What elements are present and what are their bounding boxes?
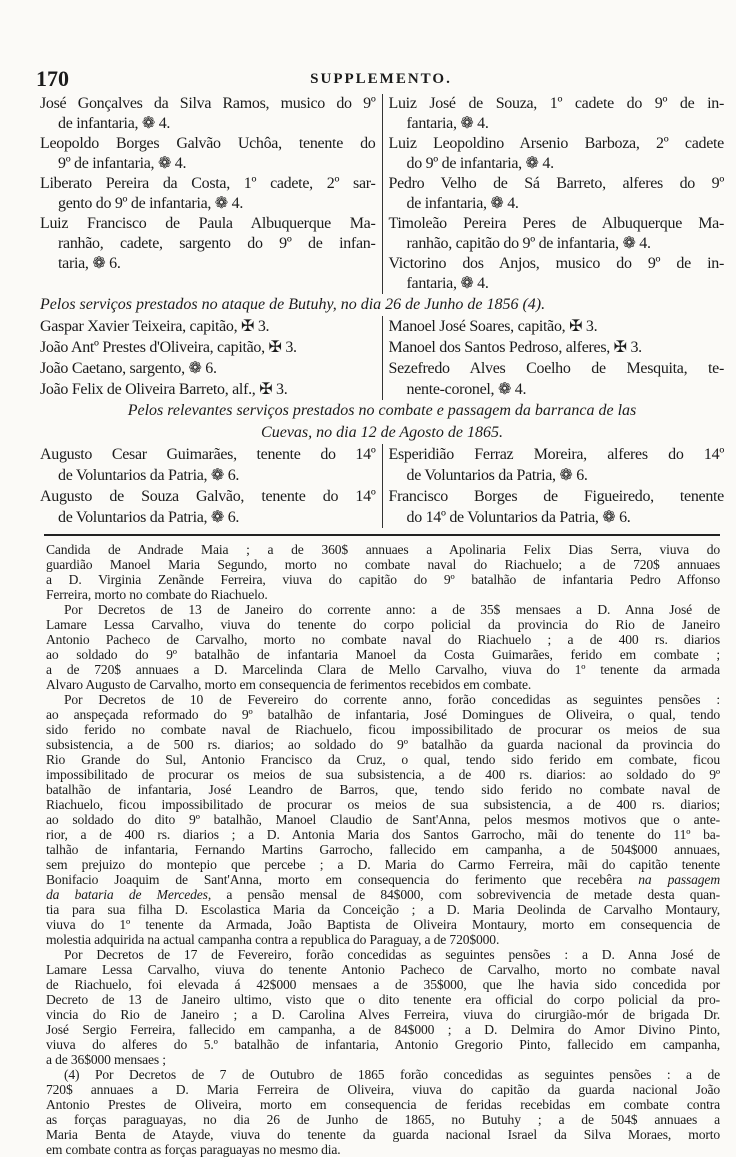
- footnote-line: sem prejuizo do montepio que percebe ; a D. Maria do Carmo Ferreira, mãi do capitão tenente: [46, 857, 720, 872]
- list-entry: [389, 214, 725, 254]
- text: , a pensão mensal de 84$000, com sobrevivencia de metade desta quan-: [207, 887, 720, 902]
- footnote-line: ao soldado do 9º batalhão de infantaria Manoel da Costa Guimarães, ferido em combate ;: [46, 647, 720, 662]
- entry-line: Francisco Borges de Figueiredo, tenente: [388, 488, 724, 505]
- list-entry: [389, 134, 725, 174]
- entry-line: de Voluntarios da Patria, ❁ 6.: [58, 509, 240, 526]
- entry-line: João Felix de Oliveira Barreto, alf., ✠ 3.: [40, 381, 288, 398]
- list-entry: [389, 254, 725, 294]
- footnote-paragraph: [46, 602, 720, 692]
- list-entry: [389, 337, 725, 358]
- list-entry: [389, 94, 725, 134]
- entry-line: João Caetano, sargento, ❁ 6.: [40, 360, 217, 377]
- footnote-line: Maria Benta de Atayde, viuva do tenente da guarda nacional Israel da Silva Moraes, morto: [46, 1127, 720, 1142]
- footnote-line: Riachuelo, ficou impossibilitado de procurar os meios de sua subsistencia, a de 400 rs. diarios;: [46, 797, 720, 812]
- entry-line: fantaria, ❁ 4.: [406, 275, 489, 292]
- entry-line: taria, ❁ 6.: [58, 255, 121, 272]
- footnote-line: Candida de Andrade Maia ; a de 360$ annuaes a Apolinaria Felix Dias Serra, viuva do: [46, 542, 720, 557]
- right-column: [383, 444, 725, 528]
- list-entry: [40, 444, 376, 486]
- section3-columns: [40, 444, 724, 528]
- footnote-paragraph: [46, 947, 720, 1067]
- footnote-line: Por Decretos de 17 de Fevereiro, forão concedidas as seguintes pensões : a D. Anna José de: [64, 947, 720, 962]
- entry-line: de Voluntarios da Patria, ❁ 6.: [58, 467, 240, 484]
- footnote-line: Decreto de 13 de Janeiro ultimo, visto que o dito tenente era official do corpo policial da pro-: [46, 992, 720, 1007]
- list-entry: [40, 379, 376, 400]
- footnote-line: Lamare Lessa Carvalho, viuva do tenente Antonio Pacheco de Carvalho, morto no combate naval: [46, 962, 720, 977]
- page-number: 170: [36, 66, 69, 91]
- list-entry: [40, 94, 376, 134]
- footnote-line: a de 720$ annuaes a D. Marcelinda Clara de Mello Carvalho, viuva do 1º tenente da armada: [46, 662, 720, 677]
- list-entry: [389, 174, 725, 214]
- footnote-line: vincia do Rio de Janeiro ; a D. Carolina Alves Ferreira, viuva do cirurgião-mór de brigada Dr.: [46, 1007, 720, 1022]
- italic-text: na passagem: [638, 872, 720, 887]
- entry-line: ranhão, capitão do 9º de infantaria, ❁ 4.: [406, 235, 651, 252]
- footnote-line: talhão de infantaria, Fernando Martins Garrocho, fallecido em campanha, a de 504$000 annuaes,: [46, 842, 720, 857]
- text: Bonifacio Joaquim de Sant'Anna, morto em consequencia do ferimento que recebêra: [46, 872, 639, 887]
- footnote-line: a de 36$000 mensaes ;: [46, 1052, 166, 1067]
- list-entry: [389, 486, 725, 528]
- footnotes: [46, 542, 720, 1157]
- entry-line: nente-coronel, ❁ 4.: [406, 381, 527, 398]
- list-entry: [40, 174, 376, 214]
- list-entry: [40, 337, 376, 358]
- footnote-line: ao anspeçada reformado do 9º batalhão de infantaria, José Domingues de Oliveira, o qual, tendo: [46, 707, 720, 722]
- footnote-line: viuva do alferes do 5.º batalhão de infantaria, Antonio Gregorio Pinto, fallecido em campanha,: [46, 1037, 720, 1052]
- page-body: [40, 94, 724, 1157]
- footnote-line: tia para sua filha D. Escolastica Maria da Conceição ; a D. Maria Deolinda de Carvalho Montaury,: [46, 902, 720, 917]
- entry-line: Esperidião Ferraz Moreira, alferes do 14º: [388, 446, 724, 463]
- footnote-line: Por Decretos de 13 de Janeiro do corrente anno: a de 35$ mensaes a D. Anna José de: [64, 602, 720, 617]
- footnote-line: viuva do 1º tenente da Armada, João Baptista de Oliveira Montaury, morto em consequencia de: [46, 917, 720, 932]
- section-heading-line: Pelos relevantes serviços prestados no combate e passagem da barranca de las: [127, 402, 637, 419]
- entry-line: José Gonçalves da Silva Ramos, musico do 9º: [40, 95, 376, 112]
- footnote-line: 720$ annuaes a D. Maria Ferreira de Oliveira, viuva do capitão da guarda nacional João: [46, 1082, 720, 1097]
- left-column: [40, 316, 383, 400]
- footnote-line: batalhão de infantaria, José Leandro de Barros, que, tendo sido ferido no combate naval de: [46, 782, 720, 797]
- entry-line: Leopoldo Borges Galvão Uchôa, tenente do: [40, 135, 376, 152]
- entry-line: gento do 9º de infantaria, ❁ 4.: [58, 195, 244, 212]
- section-heading: [40, 400, 724, 444]
- footnote-line: guardião Manoel Maria Segundo, morto no combate naval do Riachuelo; a de 720$ annuaes: [46, 557, 720, 572]
- entry-line: Manoel dos Santos Pedroso, alferes, ✠ 3.: [388, 339, 642, 356]
- footnote-line: sido ferido no combate naval de Riachuelo, ficou impossibilitado de procurar os meios de sua: [46, 722, 720, 737]
- entry-line: Sezefredo Alves Coelho de Mesquita, te-: [388, 360, 724, 377]
- entry-line: Luiz Leopoldino Arsenio Barboza, 2º cadete: [388, 135, 724, 152]
- entry-line: Luiz Francisco de Paula Albuquerque Ma-: [40, 215, 376, 232]
- list-entry: [40, 316, 376, 337]
- list-entry: [389, 358, 725, 400]
- footnote-line: subsistencia, a de 500 rs. diarios; ao soldado do 9º batalhão da guarda nacional da provincia do: [46, 737, 720, 752]
- section1-columns: [40, 94, 724, 294]
- entry-line: de infantaria, ❁ 4.: [406, 195, 519, 212]
- footnote-line: Antonio Prestes de Oliveira, morto em consequencia de feridas recebidas em combate contra: [46, 1097, 720, 1112]
- entry-line: Gaspar Xavier Teixeira, capitão, ✠ 3.: [40, 318, 270, 335]
- entry-line: de Voluntarios da Patria, ❁ 6.: [406, 467, 588, 484]
- footnote-line: Ferreira, morto no combate do Riachuelo.: [46, 587, 268, 602]
- entry-line: João Antº Prestes d'Oliveira, capitão, ✠ 3.: [40, 339, 297, 356]
- entry-line: Augusto Cesar Guimarães, tenente do 14º: [40, 446, 376, 463]
- list-entry: [40, 358, 376, 379]
- footnote-line: impossibilitado de procurar os meios de sua subsistencia, a de 400 rs. diarios: ao soldado do 9º: [46, 767, 720, 782]
- entry-line: fantaria, ❁ 4.: [406, 115, 489, 132]
- page-header: [36, 66, 726, 92]
- entry-line: 9º de infantaria, ❁ 4.: [58, 155, 187, 172]
- left-column: [40, 444, 383, 528]
- footnote-line: Antonio Pacheco de Carvalho, morto no combate naval do Riachuelo ; a de 400 rs. diarios: [46, 632, 720, 647]
- footnote-divider: [44, 534, 720, 536]
- entry-line: Pedro Velho de Sá Barreto, alferes do 9º: [388, 175, 724, 192]
- left-column: [40, 94, 383, 294]
- list-entry: [40, 214, 376, 274]
- footnote-line: em combate contra as forças paraguayas no mesmo dia.: [46, 1142, 341, 1157]
- entry-line: de infantaria, ❁ 4.: [58, 115, 171, 132]
- entry-line: Liberato Pereira da Costa, 1º cadete, 2º sar-: [40, 175, 376, 192]
- list-entry: [389, 444, 725, 486]
- footnote-paragraph: [46, 542, 720, 602]
- right-column: [383, 94, 725, 294]
- entry-line: do 9º de infantaria, ❁ 4.: [406, 155, 554, 172]
- list-entry: [40, 486, 376, 528]
- footnote-line: Por Decretos de 10 de Fevereiro do corrente anno, forão concedidas as seguintes pensões :: [64, 692, 720, 707]
- footnote-line: (4) Por Decretos de 7 de Outubro de 1865 forão concedidas as seguintes pensões : a de: [64, 1067, 720, 1082]
- footnote-line: as forças paraguayas, no dia 26 de Junho de 1865, no Butuhy ; a de 504$ annuaes a: [46, 1112, 720, 1127]
- list-entry: [40, 134, 376, 174]
- entry-line: Manoel José Soares, capitão, ✠ 3.: [388, 318, 598, 335]
- entry-line: Luiz José de Souza, 1º cadete do 9º de in-: [388, 95, 724, 112]
- footnote-line: a D. Virginia Zenãnde Ferreira, viuva do capitão do 9º batalhão de infantaria Pedro Affonso: [46, 572, 720, 587]
- footnote-line: Lamare Lessa Carvalho, viuva do tenente do corpo policial da provincia do Rio de Janeiro: [46, 617, 720, 632]
- footnote-line: rior, a de 400 rs. diarios ; a D. Antonia Maria dos Santos Garrocho, mãi do tenente do 11º ba-: [46, 827, 720, 842]
- entry-line: ranhão, cadete, sargento do 9º de infan-: [58, 235, 376, 252]
- entry-line: Timoleão Pereira Peres de Albuquerque Ma-: [388, 215, 724, 232]
- footnote-paragraph: [46, 1067, 720, 1157]
- entry-line: Augusto de Souza Galvão, tenente do 14º: [40, 488, 376, 505]
- footnote-line: de Riachuelo, foi elevada á 42$000 mensaes a de 35$000, que lhe havia sido concedida por: [46, 977, 720, 992]
- footnote-line: Alvaro Augusto de Carvalho, morto em consequencia de ferimentos recebidos em combate.: [46, 677, 532, 692]
- section-heading: Pelos serviços prestados no ataque de Butuhy, no dia 26 de Junho de 1856 (4).: [40, 296, 546, 313]
- right-column: [383, 316, 725, 400]
- footnote-line: Rio Grande do Sul, Antonio Francisco da Cruz, o qual, tendo sido ferido em combate, ficou: [46, 752, 720, 767]
- section-heading-line: Cuevas, no dia 12 de Agosto de 1865.: [261, 424, 503, 441]
- italic-text: da bataria de Mercedes: [46, 887, 208, 902]
- footnote-line: ao soldado do dito 9º batalhão, Manoel Claudio de Sant'Anna, pelos mesmos motivos que o ante-: [46, 812, 720, 827]
- section2-columns: [40, 316, 724, 400]
- footnote-paragraph: [46, 692, 720, 947]
- footnote-line: José Sergio Ferreira, fallecido em campanha, a de 84$000 ; a D. Delmira do Amor Divino Pinto,: [46, 1022, 720, 1037]
- list-entry: [389, 316, 725, 337]
- entry-line: do 14º de Voluntarios da Patria, ❁ 6.: [406, 509, 631, 526]
- footnote-line: molestia adquirida na actual campanha contra a republica do Paraguay, a de 720$000.: [46, 932, 500, 947]
- footnote-line: [46, 872, 720, 887]
- footnote-line: [46, 887, 720, 902]
- running-title: SUPPLEMENTO.: [310, 71, 452, 87]
- entry-line: Victorino dos Anjos, musico do 9º de in-: [388, 255, 724, 272]
